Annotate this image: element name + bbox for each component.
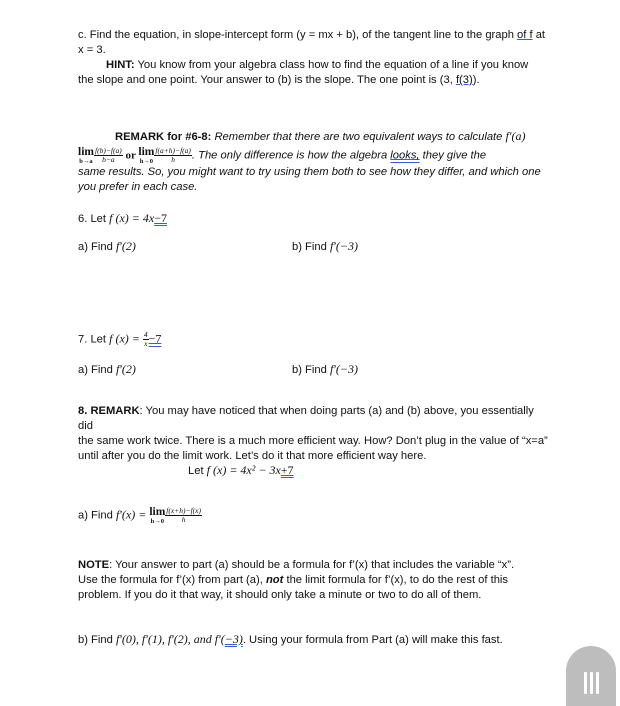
remark-text3: they give the: [419, 149, 487, 162]
hint-label: HINT:: [106, 59, 135, 71]
q7-a: [78, 364, 136, 376]
q8-a-frac: [165, 507, 202, 524]
q8-a-lim: [149, 506, 165, 525]
q7-a-expr: f′(2): [115, 362, 136, 376]
note-line1: [78, 558, 548, 573]
hint-line2: [78, 73, 548, 88]
q8-a-lim-word: lim: [149, 506, 166, 518]
remark-line1: [78, 129, 548, 145]
remark-block: [78, 129, 548, 195]
q7-fx: f (x) =: [109, 331, 143, 346]
q8b-neg3: −3): [224, 632, 243, 646]
q8-label: 8. REMARK: [78, 405, 140, 417]
q7-lead: 7. Let: [78, 333, 110, 346]
q8-let-expr: f (x) = 4x² − 3x: [206, 463, 281, 477]
q8b-lead: b) Find: [78, 634, 116, 646]
remark-line3: same results. So, you might want to try using them both to see how they differ, and which one: [78, 166, 541, 178]
q7-b: [292, 362, 358, 378]
q6-b: [292, 239, 358, 255]
remark-lim1-word: lim: [78, 146, 94, 158]
remark-text2: . The only difference is how the algebra: [191, 149, 391, 162]
q8-let-fx: [188, 463, 488, 479]
q6-b-expr: f′(−3): [329, 239, 358, 253]
q7-parts: [78, 362, 548, 378]
q6-parts: [78, 239, 548, 255]
hint-text1: You know from your algebra class how to find the equation of a line if you know: [134, 59, 529, 71]
part-c-text-b: at: [532, 29, 546, 41]
q7-frac-num: 4: [143, 330, 148, 339]
hint-text3: ).: [472, 74, 480, 86]
remark-lim2-word: lim: [138, 146, 155, 158]
hint-f3: f(3): [455, 74, 473, 86]
remark-frac2: [154, 147, 192, 164]
part-c-text: [78, 28, 548, 58]
remark-text1: Remember that there are two equivalent ways to calculate: [211, 131, 506, 143]
q6-lead: 6. Let: [78, 213, 110, 225]
q6-a: [78, 241, 136, 253]
q7-statement: [78, 331, 548, 348]
q6-tail: −7: [154, 211, 167, 225]
remark-frac1: [94, 147, 123, 164]
q8-a-frac-den: h: [181, 515, 186, 524]
q8-a-expr: f′(x) =: [115, 507, 150, 522]
hint-line1: [78, 58, 548, 73]
q6-a-expr: f′(2): [115, 239, 136, 253]
q8-line3: until after you do the limit work. Let’s do it that more efficient way here.: [78, 450, 427, 462]
remark-frac2-den: h: [171, 155, 176, 164]
remark-line2: [78, 146, 548, 165]
note-block: [78, 558, 548, 603]
q6-fx: f (x) = 4x: [109, 211, 155, 225]
q7-b-label: b) Find: [292, 364, 330, 376]
part-c-line1: [78, 28, 548, 43]
q8-a-lim-sub: h→0: [150, 518, 164, 525]
remark-frac1-den: b−a: [102, 155, 115, 164]
q8-line2: the same work twice. There is a much more efficient way. How? Don’t plug in the value of “x=a”: [78, 435, 548, 447]
q7-b-expr: f′(−3): [329, 362, 358, 376]
q8-line1: [78, 404, 548, 434]
q8-let-lead: Let: [188, 465, 207, 477]
note-text1: : Your answer to part (a) should be a formula for f’(x) that includes the variable “x”.: [109, 559, 515, 571]
q8b-tail: . Using your formula from Part (a) will make this fast.: [242, 634, 503, 646]
remark-fprime-a: f′(a): [505, 129, 526, 143]
note-not: not: [265, 574, 284, 586]
remark-frac2-num: f(a+h)−f(a): [155, 146, 191, 155]
q8b-expr: f′(0), f′(1), f′(2), and f′(: [115, 632, 225, 646]
menu-bar-icon: [584, 672, 587, 694]
note-line3: problem. If you do it that way, it should only take a minute or two to do all of them.: [78, 589, 482, 601]
hint-block: [78, 58, 548, 88]
remark-or: or: [122, 149, 139, 162]
q7-frac-den: x: [144, 339, 148, 348]
remark-label: REMARK for #6-8:: [115, 131, 212, 143]
q7-tail: −7: [148, 331, 162, 346]
menu-bar-icon: [596, 672, 599, 694]
q8-text1: : You may have noticed that when doing parts (a) and (b) above, you essentially did: [78, 405, 534, 432]
q6-statement: [78, 211, 548, 227]
note-text3: the limit formula for f’(x), to do the rest of this: [283, 574, 509, 586]
part-c-of-f: of f: [517, 29, 533, 41]
remark-lim2: [138, 146, 154, 165]
remark-line4: you prefer in each case.: [78, 181, 198, 193]
q8-remark: [78, 404, 548, 464]
q8-part-b: [78, 632, 568, 648]
remark-looks: looks,: [390, 149, 420, 162]
q8-let-tail: +7: [280, 463, 294, 477]
q8-a-frac-num: f(x+h)−f(x): [166, 506, 201, 515]
note-label: NOTE: [78, 559, 110, 571]
scroll-menu-button[interactable]: [566, 646, 616, 706]
q7-a-label: a) Find: [78, 364, 116, 376]
note-line2: [78, 573, 548, 588]
note-text2: Use the formula for f’(x) from part (a),: [78, 574, 266, 586]
remark-lim2-sub: h→0: [139, 158, 154, 165]
q8-a-lead: a) Find: [78, 509, 116, 522]
hint-text2: the slope and one point. Your answer to (b) is the slope. The one point is (3,: [78, 74, 456, 86]
q8-part-a: [78, 506, 548, 525]
menu-bar-icon: [590, 672, 593, 694]
q6-b-label: b) Find: [292, 241, 330, 253]
part-c-line2: x = 3.: [78, 44, 106, 56]
q6-a-label: a) Find: [78, 241, 116, 253]
remark-frac1-num: f(b)−f(a): [94, 146, 122, 155]
remark-lim1: [78, 146, 94, 165]
part-c-text-a: c. Find the equation, in slope-intercept form (y = mx + b), of the tangent line to the graph: [78, 29, 514, 41]
remark-lim1-sub: b→a: [79, 158, 93, 165]
